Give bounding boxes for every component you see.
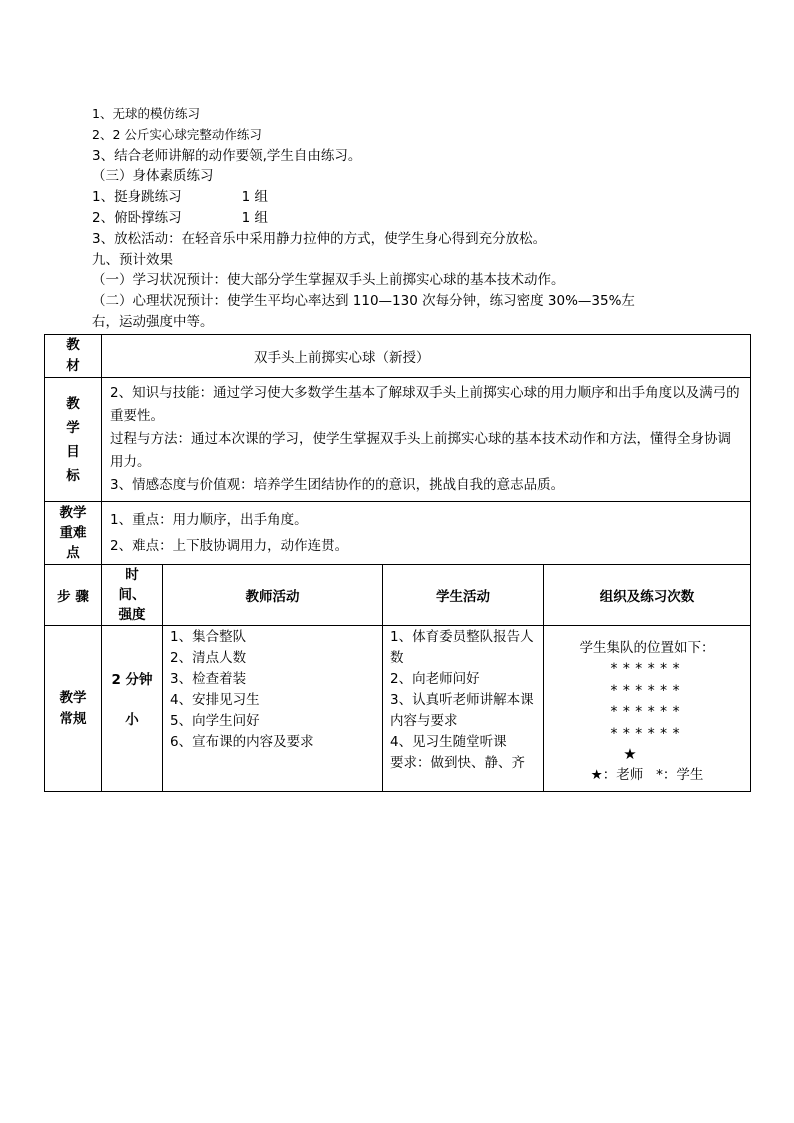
teacher-item: 2、清点人数 [170,650,247,666]
routine-intensity: 小 [125,711,139,728]
routine-step [45,626,102,792]
student-item: 1、体育委员整队报告人数 [390,629,534,666]
goal-line: 3、情感态度与价值观：培养学生团结协作的的意识，挑战自我的意志品质。 [110,477,565,493]
header-student: 学生活动 [383,565,544,626]
intro-line: 3、放松活动：在轻音乐中采用静力拉伸的方式，使学生身心得到充分放松。 [92,230,547,247]
intro-line: 3、结合老师讲解的动作要领,学生自由练习。 [92,147,362,164]
student-star-row: ****** [609,661,685,677]
teacher-item: 6、宣布课的内容及要求 [170,734,314,750]
student-item: 2、向老师问好 [390,671,480,687]
header-time [102,565,163,626]
teacher-item: 3、检查着装 [170,671,247,687]
header-row [45,565,751,626]
keypoints-content [102,502,751,565]
teacher-item: 1、集合整队 [170,629,247,645]
keypoint-line: 2、难点：上下肢协调用力，动作连贯。 [110,538,349,554]
intro-text [92,104,732,333]
routine-step-text: 教学常规 [59,689,87,727]
routine-row [45,626,751,792]
goals-label-text: 教学目标 [66,395,80,484]
header-org: 组织及练习次数 [544,565,751,626]
keypoints-label-text: 教学重难点 [59,505,87,561]
material-label [45,335,102,378]
intro-line: （三）身体素质练习 [92,168,214,185]
student-star-row: ****** [609,725,685,742]
routine-time-cell [102,626,163,792]
formation-title: 学生集队的位置如下： [579,640,715,656]
formation-legend: ★：老师 *：学生 [590,767,704,783]
keypoints-row [45,502,751,565]
lesson-plan-table [44,334,751,792]
material-row [45,335,751,378]
formation-cell [544,626,751,792]
intro-line: 1、无球的模仿练习 [92,106,200,121]
goals-content [102,378,751,502]
teacher-activities [163,626,383,792]
intro-line: 右，运动强度中等。 [92,313,214,330]
intro-line: 2、俯卧撑练习 1 组 [92,209,269,226]
intro-line: 1、挺身跳练习 1 组 [92,189,269,206]
goals-row [45,378,751,502]
goals-label [45,378,102,502]
header-teacher: 教师活动 [163,565,383,626]
keypoint-line: 1、重点：用力顺序，出手角度。 [110,512,308,528]
header-time-text: 时间、强度 [118,567,146,623]
student-item: 3、认真听老师讲解本课内容与要求 [390,692,534,729]
student-item: 4、见习生随堂听课 [390,734,507,750]
intro-line: 2、2 公斤实心球完整动作练习 [92,126,262,142]
student-star-row: ****** [609,682,685,699]
teacher-star-icon: ★ [623,745,637,763]
material-value: 双手头上前掷实心球（新授） [102,335,751,378]
intro-line: （二）心理状况预计：使学生平均心率达到 110—130 次每分钟，练习密度 30%—35%左 [92,293,635,310]
intro-line: 九、预计效果 [92,251,173,268]
student-star-row: ****** [609,704,685,720]
material-label-text: 教材 [66,337,80,374]
student-activities [383,626,544,792]
keypoints-label [45,502,102,565]
routine-time: 2 分钟 [111,671,153,688]
goal-line: 过程与方法：通过本次课的学习，使学生掌握双手头上前掷实心球的基本技术动作和方法，懂得全身协调用力。 [110,431,731,470]
goal-line: 2、知识与技能：通过学习使大多数学生基本了解球双手头上前掷实心球的用力顺序和出手角度以及满弓的重要性。 [110,385,740,424]
teacher-item: 5、向学生问好 [170,713,260,729]
header-step: 步 骤 [45,565,102,626]
student-item: 要求：做到快、静、齐 [390,755,525,771]
teacher-item: 4、安排见习生 [170,692,260,708]
intro-line: （一）学习状况预计：使大部分学生掌握双手头上前掷实心球的基本技术动作。 [92,272,565,289]
